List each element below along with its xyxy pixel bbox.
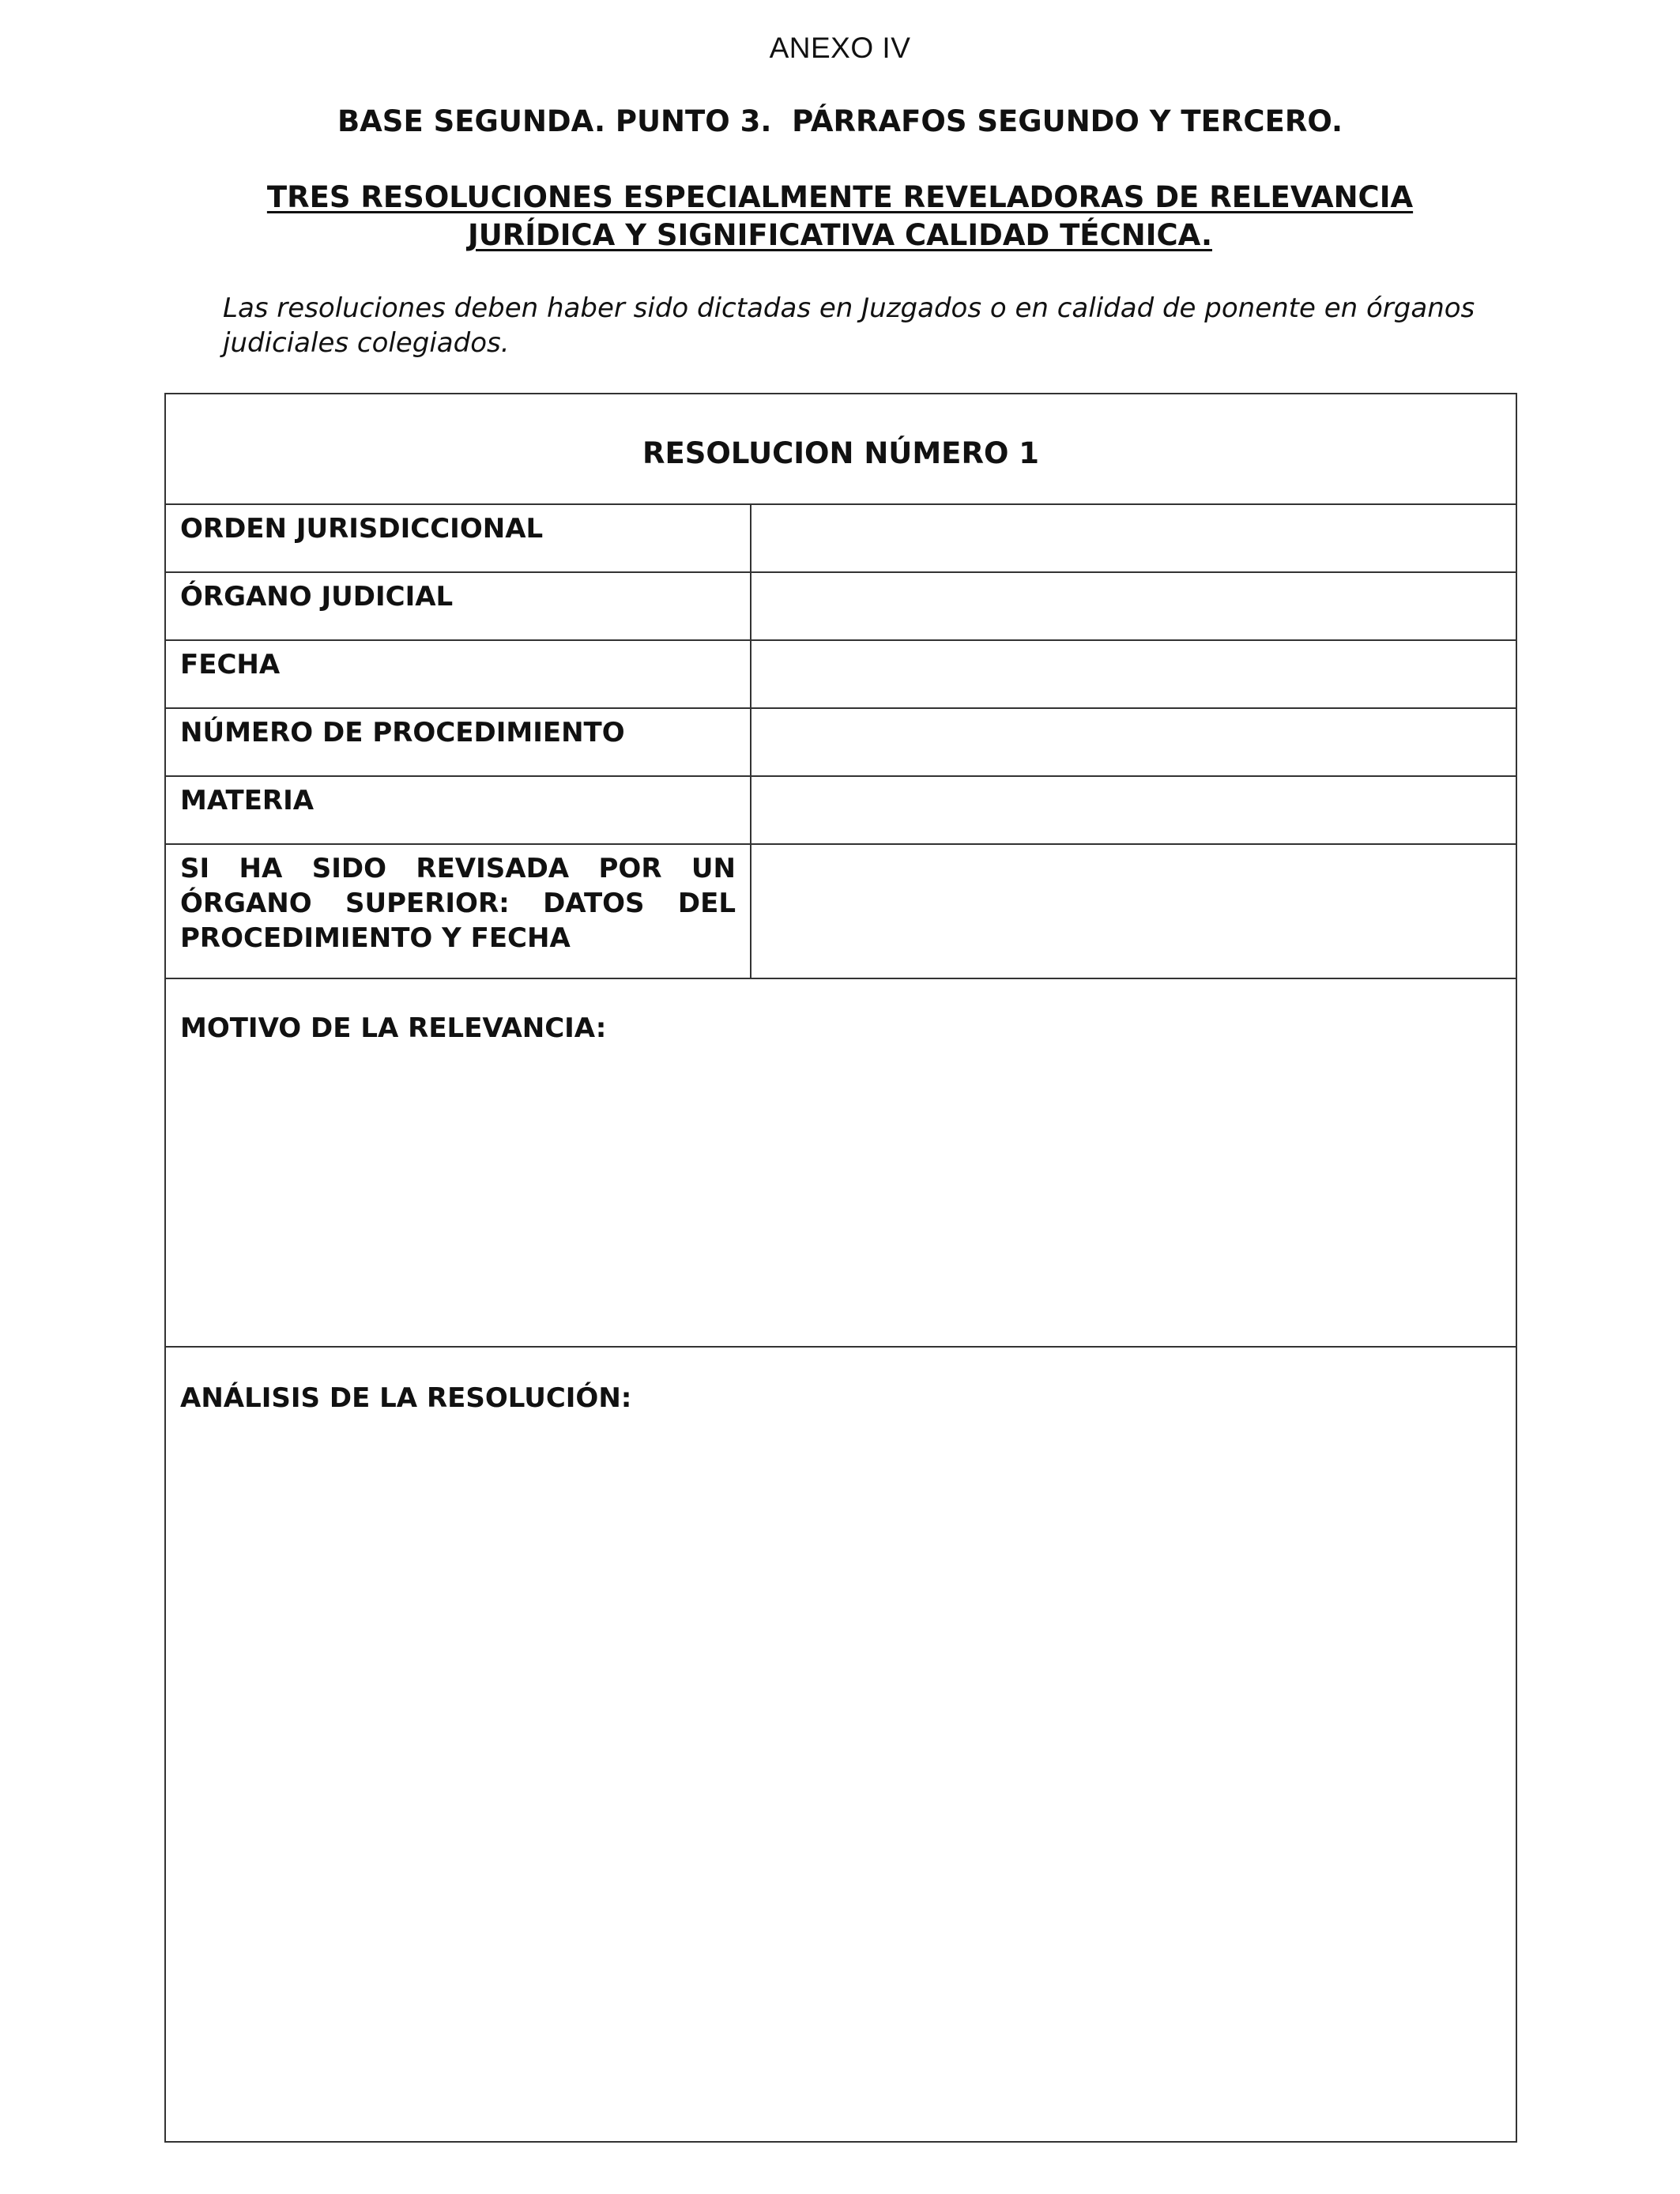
orden-jurisdiccional-field[interactable] [751, 505, 1516, 571]
document-title [158, 179, 1522, 254]
form-title: RESOLUCION NÚMERO 1 [166, 394, 1516, 505]
fecha-field[interactable] [751, 641, 1516, 707]
organo-judicial-field[interactable] [751, 573, 1516, 639]
form-row-fecha [166, 641, 1516, 709]
field-label: ORDEN JURISDICCIONAL [166, 505, 751, 571]
analysis-section[interactable] [166, 1348, 1516, 2141]
revision-field[interactable] [751, 845, 1516, 978]
field-label: SI HA SIDO REVISADA POR UN ÓRGANO SUPERIOR: DATOS DEL PROCEDIMIENTO Y FECHA [166, 845, 751, 978]
field-label: ÓRGANO JUDICIAL [166, 573, 751, 639]
form-row-organo [166, 573, 1516, 641]
relevance-label: MOTIVO DE LA RELEVANCIA: [180, 1012, 607, 1044]
annex-heading: ANEXO IV [769, 32, 911, 64]
document-title-line-2: JURÍDICA Y SIGNIFICATIVA CALIDAD TÉCNICA. [467, 218, 1213, 252]
form-row-materia [166, 777, 1516, 845]
instructions-note: Las resoluciones deben haber sido dictadas en Juzgados o en calidad de ponente en órganos judiciales colegiados. [223, 292, 1475, 359]
relevance-section[interactable] [166, 979, 1516, 1348]
analysis-label: ANÁLISIS DE LA RESOLUCIÓN: [180, 1382, 632, 1414]
materia-field[interactable] [751, 777, 1516, 843]
form-row-orden [166, 505, 1516, 573]
document-title-line-1: TRES RESOLUCIONES ESPECIALMENTE REVELADORAS DE RELEVANCIA [266, 180, 1414, 214]
field-label: FECHA [166, 641, 751, 707]
resolution-form [164, 393, 1517, 2143]
form-row-numero [166, 709, 1516, 777]
form-row-revision [166, 845, 1516, 979]
field-label: MATERIA [166, 777, 751, 843]
field-label: NÚMERO DE PROCEDIMIENTO [166, 709, 751, 775]
base-heading: BASE SEGUNDA. PUNTO 3. PÁRRAFOS SEGUNDO Y TERCERO. [337, 104, 1343, 138]
numero-procedimiento-field[interactable] [751, 709, 1516, 775]
